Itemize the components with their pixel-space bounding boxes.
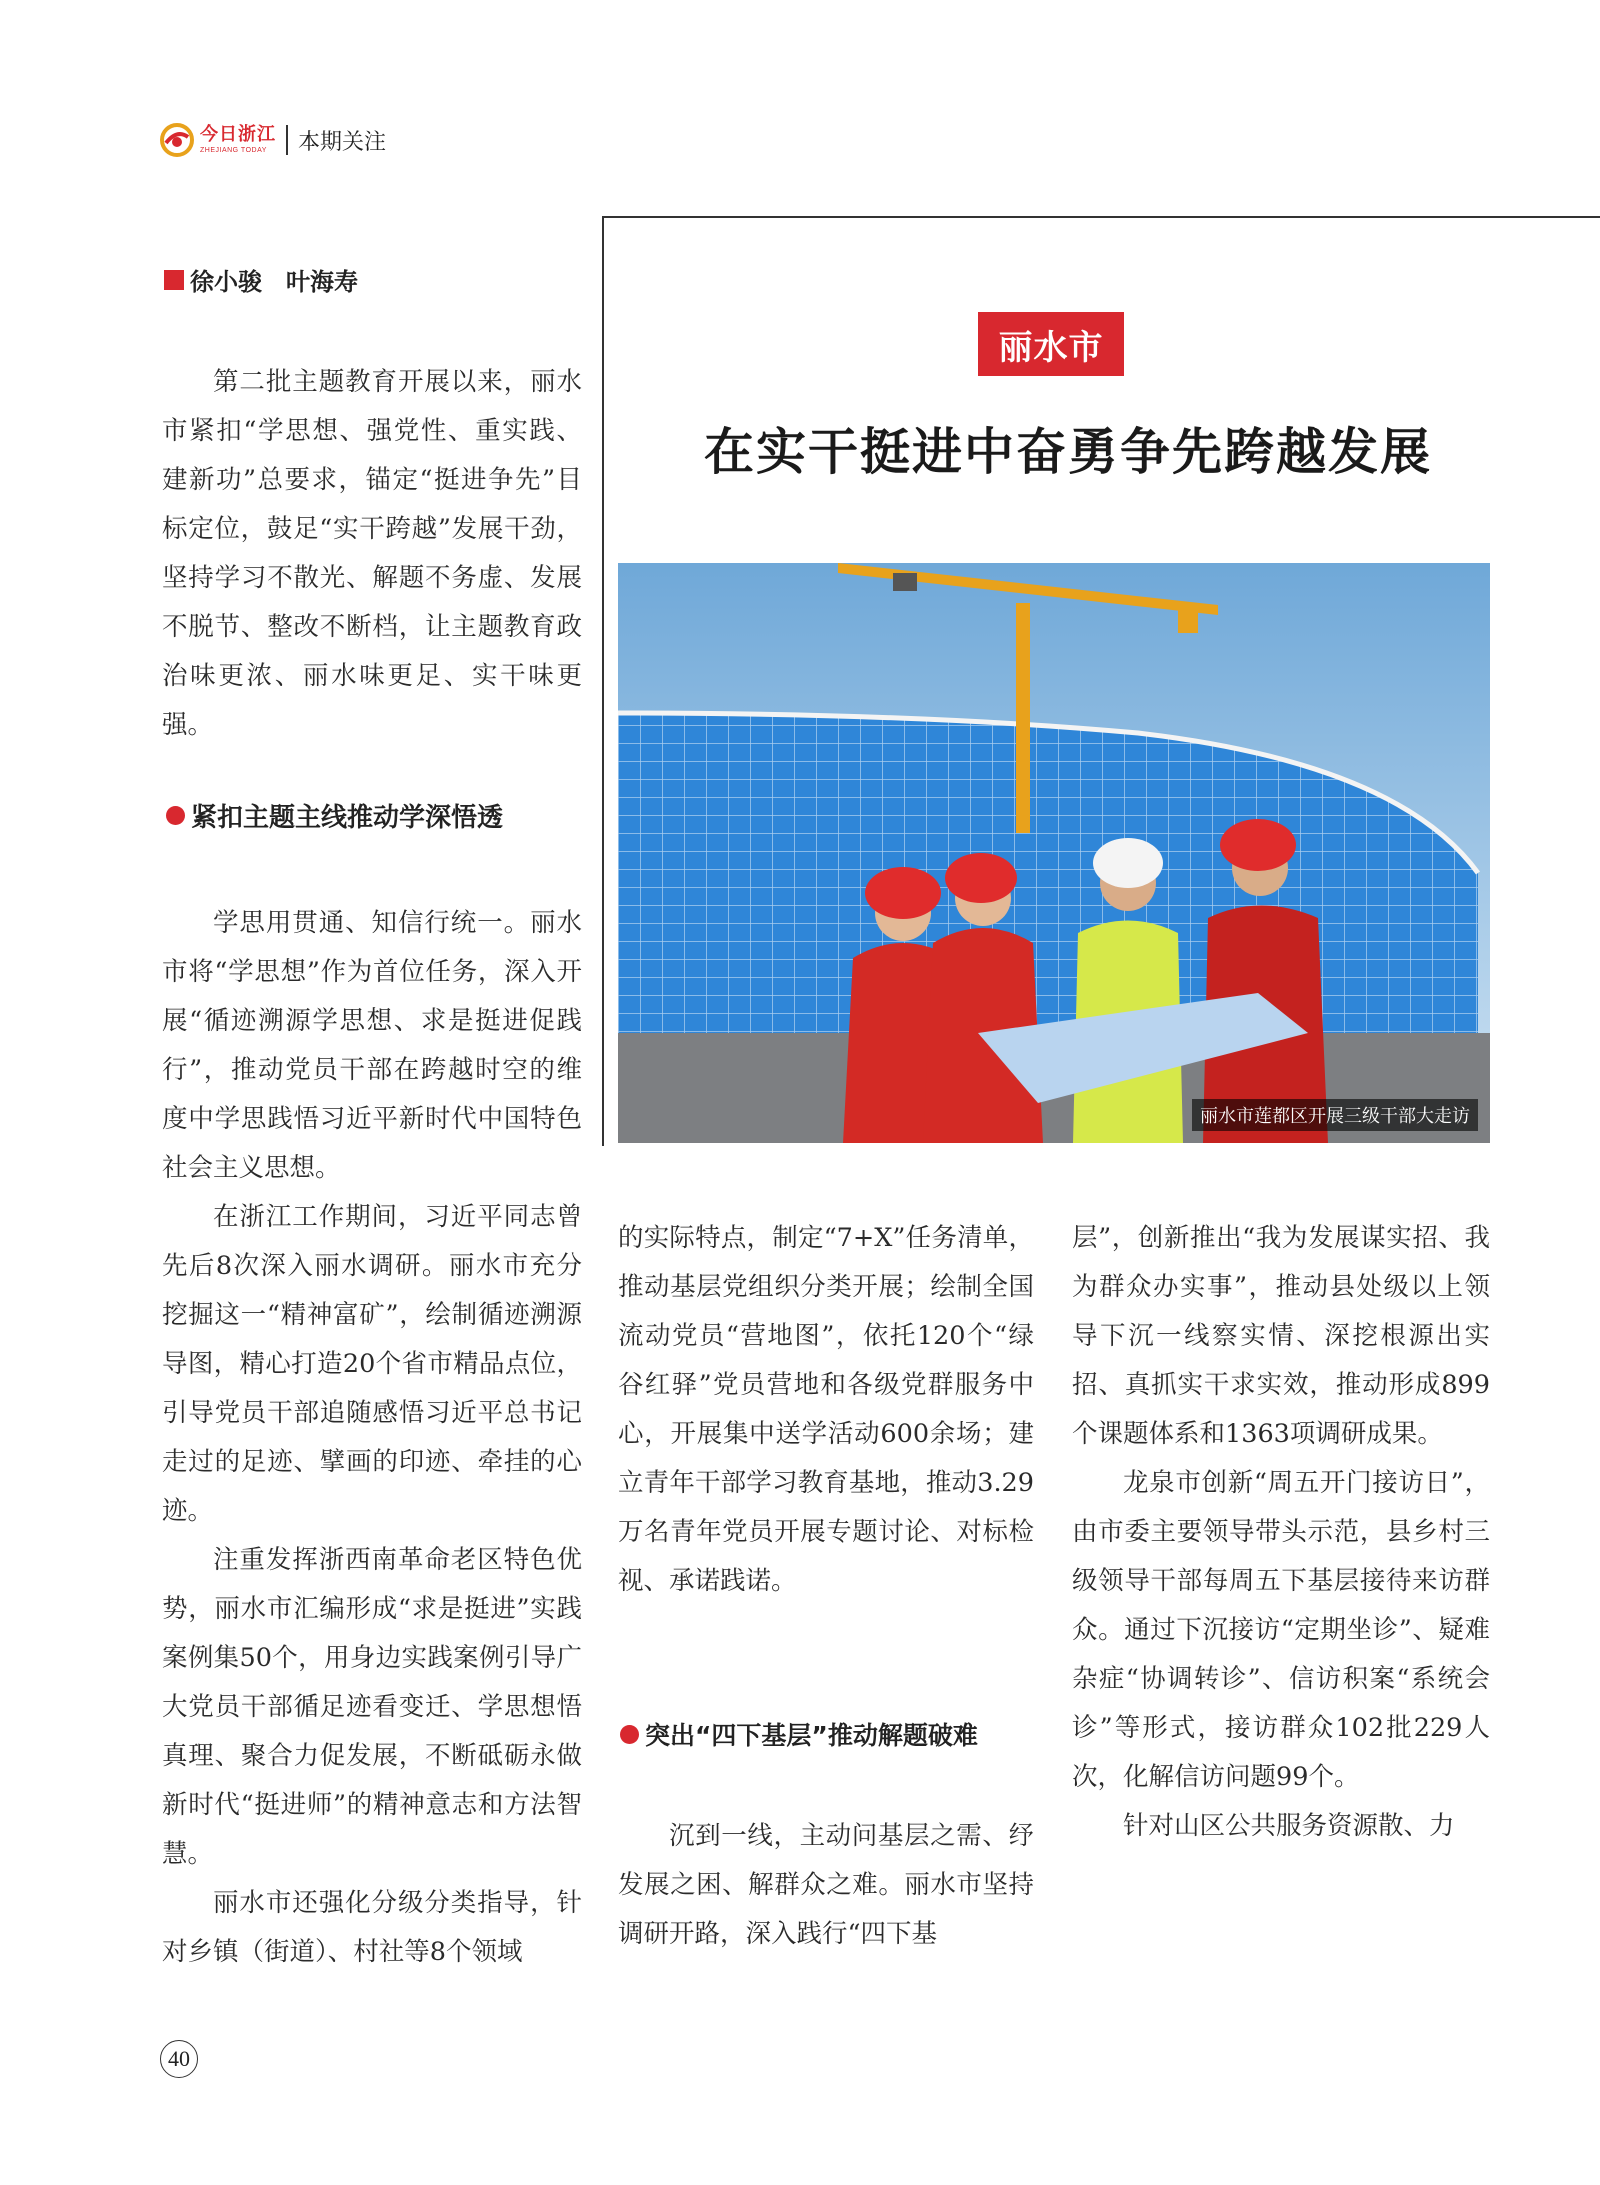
- author-names: 徐小骏 叶海寿: [190, 268, 358, 296]
- section-heading-text: 突出“四下基层”推动解题破难: [645, 1721, 978, 1750]
- paragraph: 在浙江工作期间，习近平同志曾先后8次深入丽水调研。丽水市充分挖掘这一“精神富矿”，绘制循迹溯源导图，精心打造20个省市精品点位，引导党员干部追随感悟习近平总书记走过的足迹、擘画的印迹、牵挂的心迹。: [162, 1202, 582, 1526]
- section-heading-2: [620, 1716, 978, 1752]
- article-headline: 在实干挺进中奋勇争先跨越发展: [704, 422, 1432, 481]
- logo-english: ZHEJIANG TODAY: [200, 147, 267, 154]
- column-2-text: [618, 1214, 1034, 1606]
- paragraph-continued: 的实际特点，制定“7+X”任务清单，推动基层党组织分类开展；绘制全国流动党员“营地图”，依托120个“绿谷红驿”党员营地和各级党群服务中心，开展集中送学活动600余场；建立青年干部学习教育基地，推动3.29万名青年党员开展专题讨论、对标检视、承诺践诺。: [618, 1223, 1034, 1596]
- paragraph: 龙泉市创新“周五开门接访日”，由市委主要领导带头示范，县乡村三级领导干部每周五下基层接待来访群众。通过下沉接访“定期坐诊”、疑难杂症“协调转诊”、信访积案“系统会诊”等形式，接访群众102批229人次，化解信访问题99个。: [1072, 1468, 1490, 1792]
- paragraph: 第二批主题教育开展以来，丽水市紧扣“学思想、强党性、重实践、建新功”总要求，锚定“挺进争先”目标定位，鼓足“实干跨越”发展干劲，坚持学习不散光、解题不务虚、发展不脱节、整改不断档，让主题教育政治味更浓、丽水味更足、实干味更强。: [162, 367, 582, 740]
- byline: [164, 262, 358, 297]
- frame-horizontal-line: [602, 216, 1600, 218]
- logo-icon: [160, 123, 194, 157]
- section-title: 本期关注: [298, 129, 387, 155]
- logo-wordmark: [200, 126, 276, 154]
- red-dot-icon: [620, 1725, 639, 1744]
- construction-site-photo: [618, 563, 1490, 1143]
- article-photo: [618, 563, 1490, 1143]
- magazine-header: [160, 118, 386, 162]
- city-tag: 丽水市: [978, 312, 1124, 376]
- column-1-text: [162, 899, 582, 1977]
- paragraph: 学思用贯通、知信行统一。丽水市将“学思想”作为首位任务，深入开展“循迹溯源学思想、求是挺进促践行”，推动党员干部在跨越时空的维度中学思践悟习近平新时代中国特色社会主义思想。: [162, 908, 582, 1183]
- paragraph: 丽水市还强化分级分类指导，针对乡镇（街道）、村社等8个领域: [162, 1888, 582, 1967]
- header-divider: [286, 125, 288, 155]
- column-3-text: [1072, 1214, 1490, 1851]
- paragraph: 注重发挥浙西南革命老区特色优势，丽水市汇编形成“求是挺进”实践案例集50个，用身边实践案例引导广大党员干部循足迹看变迁、学思想悟真理、聚合力促发展，不断砥砺永做新时代“挺进师”的精神意志和方法智慧。: [162, 1545, 582, 1869]
- page-number: 40: [160, 2040, 198, 2078]
- paragraph-continued: 层”，创新推出“我为发展谋实招、我为群众办实事”，推动县处级以上领导下沉一线察实情、深挖根源出实招、真抓实干求实效，推动形成899个课题体系和1363项调研成果。: [1072, 1223, 1490, 1449]
- column-2-lower-text: [618, 1812, 1034, 1959]
- section-heading-text: 紧扣主题主线推动学深悟透: [191, 803, 504, 833]
- paragraph: 针对山区公共服务资源散、力: [1123, 1811, 1455, 1841]
- paragraph: 沉到一线，主动问基层之需、纾发展之困、解群众之难。丽水市坚持调研开路，深入践行“四下基: [618, 1821, 1034, 1949]
- square-bullet-icon: [164, 270, 184, 290]
- red-dot-icon: [166, 806, 185, 825]
- logo-chinese: 今日浙江: [200, 124, 276, 145]
- section-heading-1: [166, 797, 503, 834]
- frame-vertical-line: [602, 216, 604, 1146]
- intro-text: [162, 358, 582, 750]
- photo-caption: 丽水市莲都区开展三级干部大走访: [1192, 1099, 1478, 1131]
